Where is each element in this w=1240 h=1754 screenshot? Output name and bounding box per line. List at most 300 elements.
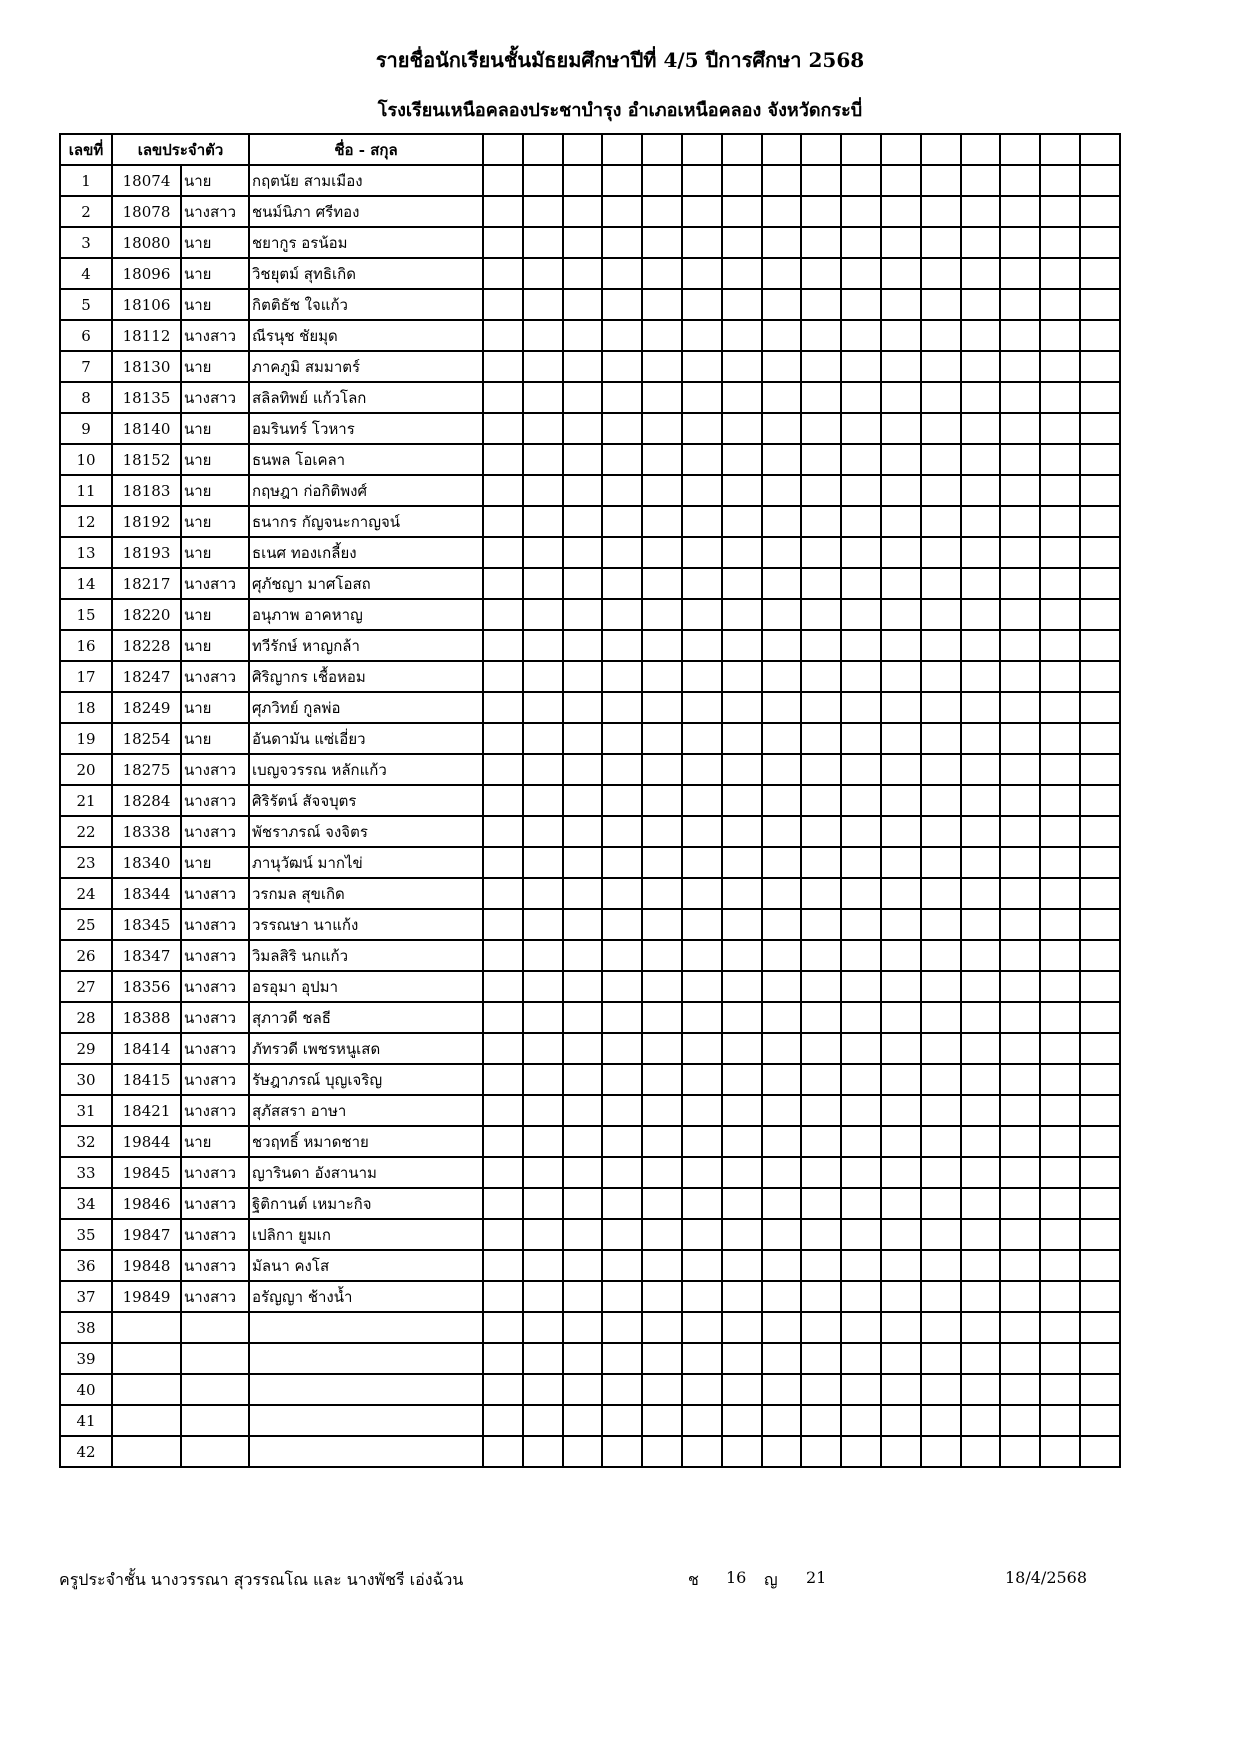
blank-cell bbox=[563, 289, 603, 320]
blank-cell bbox=[841, 599, 881, 630]
blank-cell bbox=[881, 475, 921, 506]
student-id: 19847 bbox=[112, 1219, 181, 1250]
blank-cell bbox=[1080, 630, 1120, 661]
blank-cell bbox=[602, 1033, 642, 1064]
blank-cell bbox=[523, 785, 563, 816]
blank-cell bbox=[841, 1064, 881, 1095]
blank-cell bbox=[523, 816, 563, 847]
blank-cell bbox=[563, 1188, 603, 1219]
blank-cell bbox=[961, 1002, 1001, 1033]
blank-cell bbox=[841, 568, 881, 599]
blank-cell bbox=[642, 754, 682, 785]
student-id bbox=[112, 1436, 181, 1467]
student-roster-table bbox=[59, 133, 1121, 1468]
blank-cell bbox=[483, 258, 523, 289]
blank-cell bbox=[1040, 940, 1080, 971]
blank-cell bbox=[563, 258, 603, 289]
header-blank-cell bbox=[921, 134, 961, 165]
blank-cell bbox=[881, 1343, 921, 1374]
blank-cell bbox=[602, 289, 642, 320]
blank-cell bbox=[722, 382, 762, 413]
blank-cell bbox=[563, 1002, 603, 1033]
blank-cell bbox=[483, 1188, 523, 1219]
blank-cell bbox=[961, 723, 1001, 754]
blank-cell bbox=[1040, 785, 1080, 816]
name-prefix: นาย bbox=[181, 444, 249, 475]
blank-cell bbox=[762, 1219, 802, 1250]
blank-cell bbox=[602, 630, 642, 661]
table-row bbox=[60, 785, 1120, 816]
blank-cell bbox=[762, 630, 802, 661]
blank-cell bbox=[563, 661, 603, 692]
blank-cell bbox=[801, 1312, 841, 1343]
blank-cell bbox=[483, 1095, 523, 1126]
blank-cell bbox=[881, 1033, 921, 1064]
blank-cell bbox=[722, 1188, 762, 1219]
blank-cell bbox=[1040, 816, 1080, 847]
student-id bbox=[112, 1343, 181, 1374]
blank-cell bbox=[762, 258, 802, 289]
row-number: 20 bbox=[60, 754, 112, 785]
blank-cell bbox=[523, 1250, 563, 1281]
blank-cell bbox=[801, 1002, 841, 1033]
blank-cell bbox=[1080, 878, 1120, 909]
table-row bbox=[60, 661, 1120, 692]
student-id: 18106 bbox=[112, 289, 181, 320]
blank-cell bbox=[1000, 165, 1040, 196]
table-row bbox=[60, 1126, 1120, 1157]
blank-cell bbox=[841, 413, 881, 444]
student-id bbox=[112, 1374, 181, 1405]
blank-cell bbox=[523, 444, 563, 475]
blank-cell bbox=[523, 630, 563, 661]
blank-cell bbox=[841, 1157, 881, 1188]
row-number: 21 bbox=[60, 785, 112, 816]
student-name: สลิลทิพย์ แก้วโลก bbox=[249, 382, 483, 413]
blank-cell bbox=[722, 258, 762, 289]
blank-cell bbox=[1080, 568, 1120, 599]
blank-cell bbox=[801, 413, 841, 444]
blank-cell bbox=[881, 1064, 921, 1095]
blank-cell bbox=[563, 878, 603, 909]
blank-cell bbox=[563, 599, 603, 630]
blank-cell bbox=[961, 599, 1001, 630]
row-number: 12 bbox=[60, 506, 112, 537]
blank-cell bbox=[841, 878, 881, 909]
blank-cell bbox=[961, 1436, 1001, 1467]
blank-cell bbox=[961, 878, 1001, 909]
student-name: ภัทรวดี เพชรหนูเสด bbox=[249, 1033, 483, 1064]
blank-cell bbox=[881, 630, 921, 661]
blank-cell bbox=[841, 475, 881, 506]
blank-cell bbox=[961, 1343, 1001, 1374]
blank-cell bbox=[921, 1064, 961, 1095]
table-row bbox=[60, 1064, 1120, 1095]
blank-cell bbox=[483, 940, 523, 971]
blank-cell bbox=[841, 971, 881, 1002]
name-prefix bbox=[181, 1405, 249, 1436]
blank-cell bbox=[801, 1436, 841, 1467]
table-row bbox=[60, 692, 1120, 723]
row-number: 13 bbox=[60, 537, 112, 568]
blank-cell bbox=[602, 1405, 642, 1436]
table-row bbox=[60, 413, 1120, 444]
student-name: วรกมล สุขเกิด bbox=[249, 878, 483, 909]
blank-cell bbox=[1000, 227, 1040, 258]
blank-cell bbox=[523, 1312, 563, 1343]
header-blank-cell bbox=[682, 134, 722, 165]
blank-cell bbox=[563, 630, 603, 661]
blank-cell bbox=[563, 1250, 603, 1281]
blank-cell bbox=[801, 382, 841, 413]
blank-cell bbox=[921, 165, 961, 196]
student-id: 18228 bbox=[112, 630, 181, 661]
blank-cell bbox=[1080, 847, 1120, 878]
header-blank-cell bbox=[1000, 134, 1040, 165]
student-name: ธนากร กัญจนะกาญจน์ bbox=[249, 506, 483, 537]
blank-cell bbox=[642, 1250, 682, 1281]
blank-cell bbox=[881, 1281, 921, 1312]
blank-cell bbox=[483, 1281, 523, 1312]
blank-cell bbox=[762, 1436, 802, 1467]
blank-cell bbox=[523, 537, 563, 568]
blank-cell bbox=[1000, 1281, 1040, 1312]
blank-cell bbox=[841, 1126, 881, 1157]
blank-cell bbox=[921, 320, 961, 351]
row-number: 39 bbox=[60, 1343, 112, 1374]
student-name: ศุภวิทย์ กูลพ่อ bbox=[249, 692, 483, 723]
female-count: 21 bbox=[806, 1568, 827, 1587]
blank-cell bbox=[801, 1064, 841, 1095]
blank-cell bbox=[642, 506, 682, 537]
name-prefix: นาย bbox=[181, 599, 249, 630]
row-number: 7 bbox=[60, 351, 112, 382]
blank-cell bbox=[1080, 940, 1120, 971]
blank-cell bbox=[682, 506, 722, 537]
table-row bbox=[60, 506, 1120, 537]
blank-cell bbox=[1000, 847, 1040, 878]
blank-cell bbox=[921, 1312, 961, 1343]
blank-cell bbox=[762, 165, 802, 196]
name-prefix: นาย bbox=[181, 413, 249, 444]
blank-cell bbox=[523, 909, 563, 940]
blank-cell bbox=[841, 1002, 881, 1033]
blank-cell bbox=[642, 413, 682, 444]
blank-cell bbox=[1040, 444, 1080, 475]
blank-cell bbox=[722, 1405, 762, 1436]
blank-cell bbox=[961, 382, 1001, 413]
blank-cell bbox=[642, 351, 682, 382]
student-id: 18074 bbox=[112, 165, 181, 196]
blank-cell bbox=[602, 413, 642, 444]
student-id: 19845 bbox=[112, 1157, 181, 1188]
name-prefix: นาย bbox=[181, 630, 249, 661]
blank-cell bbox=[642, 940, 682, 971]
blank-cell bbox=[801, 1188, 841, 1219]
blank-cell bbox=[682, 1002, 722, 1033]
blank-cell bbox=[682, 1157, 722, 1188]
blank-cell bbox=[921, 1281, 961, 1312]
blank-cell bbox=[523, 692, 563, 723]
blank-cell bbox=[483, 475, 523, 506]
blank-cell bbox=[523, 599, 563, 630]
blank-cell bbox=[1080, 413, 1120, 444]
table-row bbox=[60, 847, 1120, 878]
blank-cell bbox=[1080, 692, 1120, 723]
blank-cell bbox=[722, 1312, 762, 1343]
blank-cell bbox=[563, 971, 603, 1002]
student-name bbox=[249, 1436, 483, 1467]
blank-cell bbox=[1080, 444, 1120, 475]
blank-cell bbox=[483, 1126, 523, 1157]
blank-cell bbox=[682, 382, 722, 413]
student-id: 19849 bbox=[112, 1281, 181, 1312]
table-row bbox=[60, 1281, 1120, 1312]
table-row bbox=[60, 289, 1120, 320]
student-id: 19844 bbox=[112, 1126, 181, 1157]
blank-cell bbox=[881, 537, 921, 568]
blank-cell bbox=[881, 1002, 921, 1033]
blank-cell bbox=[801, 692, 841, 723]
blank-cell bbox=[563, 1033, 603, 1064]
student-id: 18284 bbox=[112, 785, 181, 816]
blank-cell bbox=[563, 785, 603, 816]
blank-cell bbox=[722, 1219, 762, 1250]
blank-cell bbox=[1000, 1405, 1040, 1436]
blank-cell bbox=[483, 630, 523, 661]
row-number: 16 bbox=[60, 630, 112, 661]
row-number: 28 bbox=[60, 1002, 112, 1033]
blank-cell bbox=[722, 940, 762, 971]
table-row bbox=[60, 568, 1120, 599]
blank-cell bbox=[682, 599, 722, 630]
blank-cell bbox=[1000, 1064, 1040, 1095]
blank-cell bbox=[1080, 723, 1120, 754]
blank-cell bbox=[801, 1157, 841, 1188]
blank-cell bbox=[961, 1126, 1001, 1157]
table-row bbox=[60, 1436, 1120, 1467]
blank-cell bbox=[762, 847, 802, 878]
table-row bbox=[60, 351, 1120, 382]
blank-cell bbox=[602, 940, 642, 971]
blank-cell bbox=[563, 475, 603, 506]
blank-cell bbox=[642, 568, 682, 599]
blank-cell bbox=[762, 289, 802, 320]
name-prefix bbox=[181, 1312, 249, 1343]
blank-cell bbox=[523, 661, 563, 692]
blank-cell bbox=[722, 785, 762, 816]
blank-cell bbox=[921, 599, 961, 630]
student-name: อนุภาพ อาคหาญ bbox=[249, 599, 483, 630]
table-row bbox=[60, 816, 1120, 847]
table-row bbox=[60, 1157, 1120, 1188]
blank-cell bbox=[841, 1436, 881, 1467]
student-name: ภานุวัฒน์ มากไข่ bbox=[249, 847, 483, 878]
student-id: 18152 bbox=[112, 444, 181, 475]
blank-cell bbox=[762, 723, 802, 754]
row-number: 40 bbox=[60, 1374, 112, 1405]
blank-cell bbox=[1040, 661, 1080, 692]
name-prefix: นาย bbox=[181, 258, 249, 289]
blank-cell bbox=[881, 413, 921, 444]
header-blank-cell bbox=[523, 134, 563, 165]
blank-cell bbox=[1040, 1219, 1080, 1250]
blank-cell bbox=[1000, 630, 1040, 661]
student-name: ณีรนุช ชัยมุด bbox=[249, 320, 483, 351]
table-row bbox=[60, 1374, 1120, 1405]
blank-cell bbox=[881, 1405, 921, 1436]
blank-cell bbox=[722, 320, 762, 351]
blank-cell bbox=[682, 940, 722, 971]
blank-cell bbox=[602, 754, 642, 785]
blank-cell bbox=[1080, 1436, 1120, 1467]
blank-cell bbox=[921, 1126, 961, 1157]
blank-cell bbox=[801, 1405, 841, 1436]
blank-cell bbox=[642, 1436, 682, 1467]
blank-cell bbox=[841, 1374, 881, 1405]
blank-cell bbox=[602, 599, 642, 630]
blank-cell bbox=[801, 475, 841, 506]
blank-cell bbox=[483, 1405, 523, 1436]
blank-cell bbox=[921, 1219, 961, 1250]
blank-cell bbox=[841, 1250, 881, 1281]
blank-cell bbox=[1000, 1033, 1040, 1064]
blank-cell bbox=[801, 568, 841, 599]
blank-cell bbox=[523, 1405, 563, 1436]
blank-cell bbox=[563, 444, 603, 475]
blank-cell bbox=[682, 444, 722, 475]
blank-cell bbox=[722, 444, 762, 475]
blank-cell bbox=[762, 1405, 802, 1436]
blank-cell bbox=[563, 227, 603, 258]
blank-cell bbox=[523, 320, 563, 351]
blank-cell bbox=[1000, 1157, 1040, 1188]
blank-cell bbox=[1040, 227, 1080, 258]
blank-cell bbox=[801, 1033, 841, 1064]
row-number: 2 bbox=[60, 196, 112, 227]
blank-cell bbox=[602, 1064, 642, 1095]
blank-cell bbox=[1040, 599, 1080, 630]
blank-cell bbox=[921, 413, 961, 444]
blank-cell bbox=[602, 1219, 642, 1250]
blank-cell bbox=[682, 1343, 722, 1374]
blank-cell bbox=[921, 785, 961, 816]
blank-cell bbox=[682, 661, 722, 692]
blank-cell bbox=[1080, 1033, 1120, 1064]
blank-cell bbox=[921, 1033, 961, 1064]
header-blank-cell bbox=[722, 134, 762, 165]
blank-cell bbox=[881, 785, 921, 816]
student-name: ชยากูร อรน้อม bbox=[249, 227, 483, 258]
blank-cell bbox=[1080, 1374, 1120, 1405]
blank-cell bbox=[642, 909, 682, 940]
blank-cell bbox=[563, 196, 603, 227]
blank-cell bbox=[961, 1250, 1001, 1281]
blank-cell bbox=[762, 661, 802, 692]
blank-cell bbox=[801, 847, 841, 878]
blank-cell bbox=[563, 940, 603, 971]
homeroom-teachers: ครูประจำชั้น นางวรรณา สุวรรณโณ และ นางพัชรี เอ่งฉ้วน bbox=[59, 1570, 464, 1589]
blank-cell bbox=[563, 165, 603, 196]
name-prefix: นางสาว bbox=[181, 971, 249, 1002]
row-number: 30 bbox=[60, 1064, 112, 1095]
student-name: ฐิติกานต์ เหมาะกิจ bbox=[249, 1188, 483, 1219]
blank-cell bbox=[523, 568, 563, 599]
blank-cell bbox=[523, 1281, 563, 1312]
blank-cell bbox=[1000, 1343, 1040, 1374]
blank-cell bbox=[722, 227, 762, 258]
row-number: 9 bbox=[60, 413, 112, 444]
blank-cell bbox=[801, 878, 841, 909]
blank-cell bbox=[841, 289, 881, 320]
blank-cell bbox=[841, 320, 881, 351]
name-prefix: นางสาว bbox=[181, 661, 249, 692]
table-row bbox=[60, 165, 1120, 196]
blank-cell bbox=[881, 909, 921, 940]
blank-cell bbox=[801, 320, 841, 351]
blank-cell bbox=[642, 1281, 682, 1312]
header-blank-cell bbox=[642, 134, 682, 165]
blank-cell bbox=[642, 1312, 682, 1343]
blank-cell bbox=[483, 506, 523, 537]
blank-cell bbox=[602, 1157, 642, 1188]
blank-cell bbox=[921, 1343, 961, 1374]
blank-cell bbox=[1080, 258, 1120, 289]
blank-cell bbox=[523, 878, 563, 909]
blank-cell bbox=[961, 785, 1001, 816]
blank-cell bbox=[642, 289, 682, 320]
blank-cell bbox=[642, 320, 682, 351]
blank-cell bbox=[801, 1374, 841, 1405]
blank-cell bbox=[881, 1312, 921, 1343]
blank-cell bbox=[801, 971, 841, 1002]
row-number: 14 bbox=[60, 568, 112, 599]
blank-cell bbox=[961, 444, 1001, 475]
blank-cell bbox=[1040, 1436, 1080, 1467]
blank-cell bbox=[682, 320, 722, 351]
student-id: 18347 bbox=[112, 940, 181, 971]
blank-cell bbox=[1000, 413, 1040, 444]
student-id: 18275 bbox=[112, 754, 181, 785]
blank-cell bbox=[1080, 537, 1120, 568]
blank-cell bbox=[1000, 1095, 1040, 1126]
blank-cell bbox=[642, 1343, 682, 1374]
student-name: ภาคภูมิ สมมาตร์ bbox=[249, 351, 483, 382]
blank-cell bbox=[961, 847, 1001, 878]
blank-cell bbox=[762, 1374, 802, 1405]
blank-cell bbox=[881, 506, 921, 537]
blank-cell bbox=[563, 413, 603, 444]
blank-cell bbox=[762, 1064, 802, 1095]
blank-cell bbox=[841, 351, 881, 382]
student-id: 18130 bbox=[112, 351, 181, 382]
row-number: 24 bbox=[60, 878, 112, 909]
blank-cell bbox=[801, 630, 841, 661]
student-name: ทวีรักษ์ หาญกล้า bbox=[249, 630, 483, 661]
blank-cell bbox=[1080, 289, 1120, 320]
blank-cell bbox=[483, 1219, 523, 1250]
blank-cell bbox=[523, 940, 563, 971]
table-row bbox=[60, 1002, 1120, 1033]
blank-cell bbox=[642, 258, 682, 289]
blank-cell bbox=[483, 1064, 523, 1095]
blank-cell bbox=[921, 568, 961, 599]
row-number: 4 bbox=[60, 258, 112, 289]
blank-cell bbox=[602, 537, 642, 568]
name-prefix: นางสาว bbox=[181, 816, 249, 847]
header-blank-cell bbox=[602, 134, 642, 165]
table-row bbox=[60, 537, 1120, 568]
